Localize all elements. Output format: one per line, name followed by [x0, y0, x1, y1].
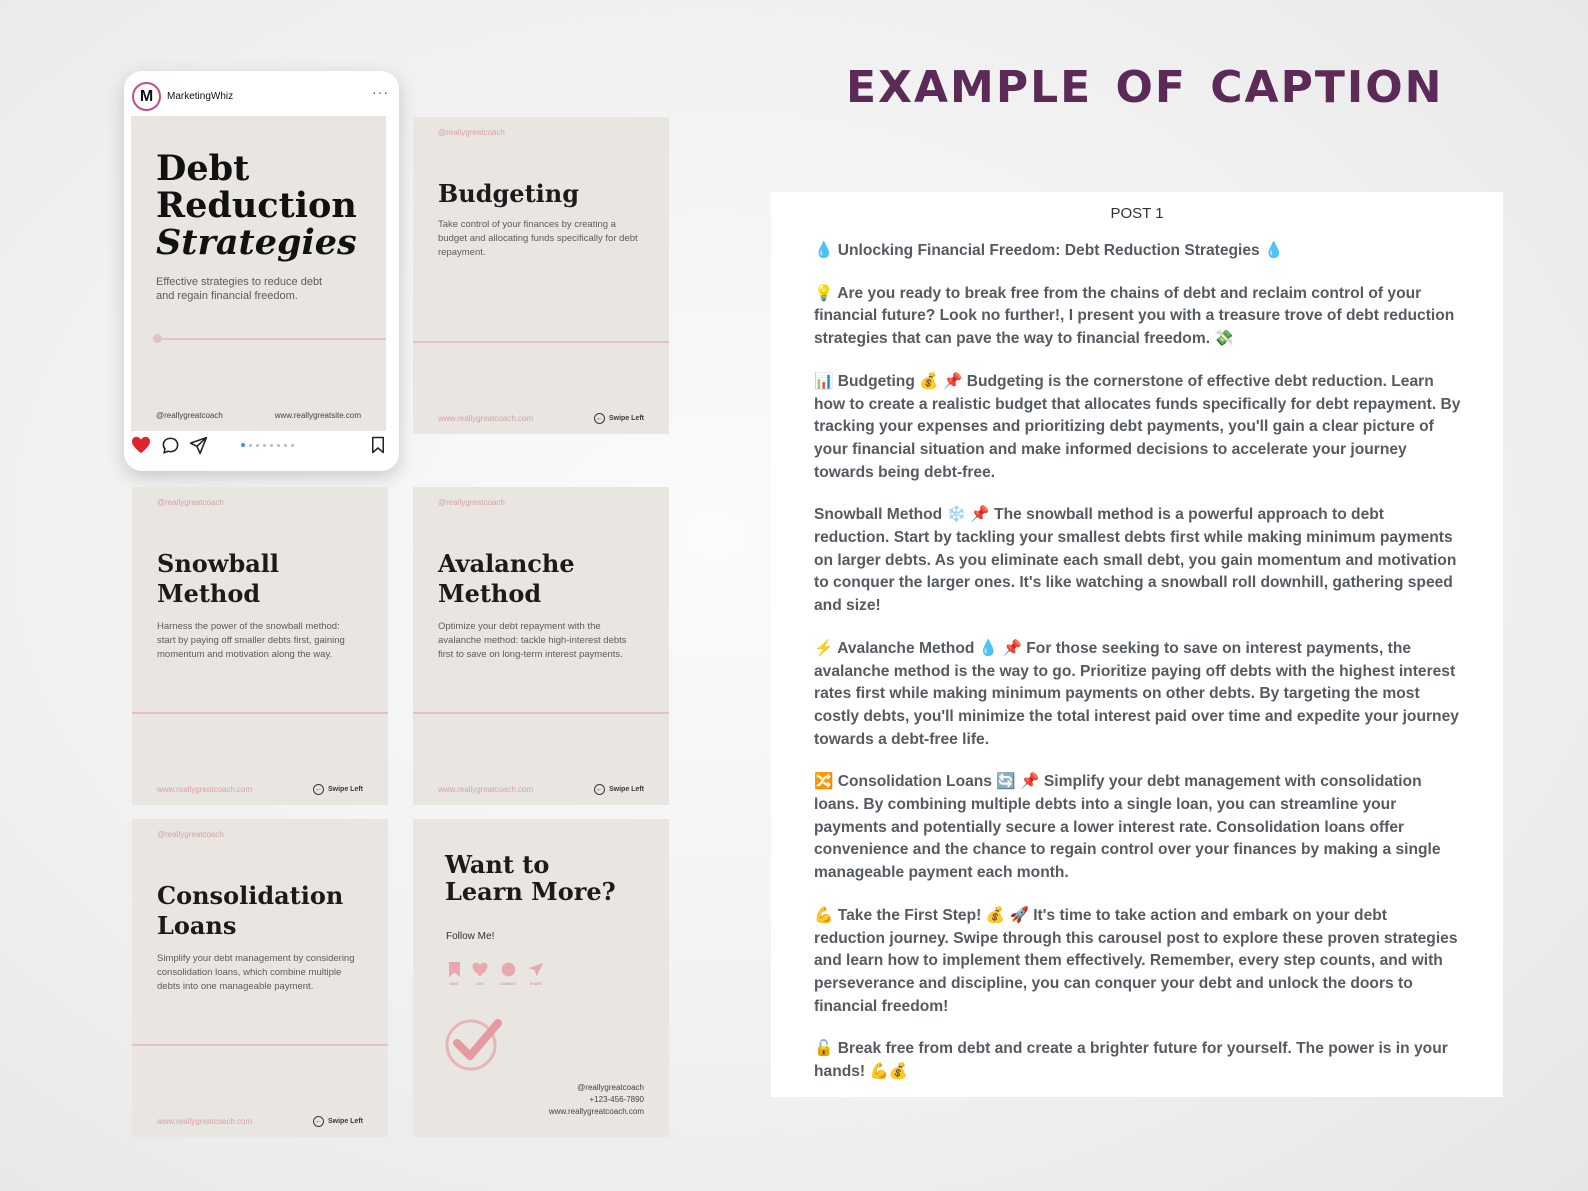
caption-body: Are you ready to break free from the chains of debt and reclaim control of your financial future? Look no further!, I present you with a treasure trove of debt reduction strategies that can pave the way to financial freedom. [814, 284, 1455, 348]
post-label: POST 1 [1110, 205, 1164, 222]
refresh-icon: 🔄 [996, 773, 1016, 791]
swipe-label: Swipe Left [608, 415, 644, 422]
slide-handle: @reallygreatcoach [157, 498, 224, 507]
caption-heading: Snowball Method [814, 506, 943, 524]
slide-title-line: Avalanche [438, 549, 575, 578]
slide-title [157, 881, 343, 941]
budgeting-slide [413, 117, 669, 434]
arrow-left-icon: ← [314, 786, 322, 793]
divider [132, 712, 388, 714]
slide-description: Take control of your finances by creating a budget and allocating funds specifically for debt repayment. [438, 219, 638, 258]
cover-description: Effective strategies to reduce debt and regain financial freedom. [156, 276, 323, 302]
carousel-dot [270, 444, 273, 447]
contact-site[interactable]: www.reallygreatcoach.com [548, 1107, 644, 1116]
slide-title [157, 549, 279, 609]
flexed-arm-icon: 💪 [869, 1063, 889, 1081]
bookmark-icon[interactable] [370, 436, 386, 454]
caption-paragraph [814, 371, 1462, 485]
cover-title-line: Debt [156, 148, 250, 189]
swipe-left-hint[interactable] [313, 784, 363, 795]
fire-icon: 💧 [814, 242, 834, 259]
slide-title-line: Method [438, 579, 542, 608]
caption-title: Unlocking Financial Freedom: Debt Reduction Strategies [837, 242, 1260, 259]
flexed-arm-icon: 💪 [814, 906, 834, 924]
caption-heading: Consolidation Loans [837, 773, 992, 791]
money-bag-icon: 💰 [888, 1063, 909, 1081]
fire-icon: 💧 [978, 639, 999, 657]
divider [413, 341, 669, 343]
unlock-icon: 🔓 [814, 1040, 834, 1058]
cover-title [156, 150, 357, 261]
slide-site: www.reallygreatcoach.com [157, 785, 253, 794]
caption-paragraph [814, 504, 1462, 618]
progress-dot [153, 334, 162, 343]
caption-paragraph [814, 1038, 1462, 1083]
carousel-indicator [241, 443, 294, 447]
like-action[interactable] [471, 962, 489, 986]
rocket-icon: 🚀 [1009, 906, 1029, 924]
slide-handle: @reallygreatcoach [438, 128, 505, 137]
comment-icon[interactable] [161, 436, 180, 455]
fire-icon: 💧 [1264, 242, 1284, 259]
username[interactable]: MarketingWhiz [167, 91, 234, 102]
slide-title [438, 549, 575, 609]
post-actions [131, 435, 386, 457]
contact-phone: +123-456-7890 [589, 1095, 644, 1104]
comment-icon [500, 962, 517, 977]
pushpin-icon: 📌 [1002, 639, 1022, 657]
divider [132, 1044, 388, 1046]
caption-body: It's time to take action and embark on your debt reduction journey. Swipe through this carousel post to explore these proven strategies and learn how to implement them effectively. Remember, every step counts, and with perseverance and discipline, you can conquer your debt and unlock the doors to financial freedom! [814, 906, 1458, 1015]
heart-icon[interactable] [131, 436, 151, 454]
pushpin-icon: 📌 [1020, 773, 1040, 791]
lightbulb-icon: 💡 [814, 284, 834, 302]
avalanche-slide [413, 487, 669, 805]
caption-paragraph [814, 283, 1462, 351]
caption-body: The snowball method is a powerful approach to debt reduction. Start by tackling your smallest debts first while making minimum payments on larger debts. As you eliminate each small debt, you gain momentum and motivation to conquer the larger ones. It's like watching a snowball roll downhill, gathering speed and size! [814, 506, 1457, 615]
share-icon [528, 962, 544, 977]
carousel-dot [291, 444, 294, 447]
caption-paragraph [814, 771, 1462, 885]
icon-label: LIKE [476, 982, 484, 986]
lightning-icon: ⚡ [814, 639, 834, 657]
contact-handle: @reallygreatcoach [577, 1083, 644, 1092]
swipe-label: Swipe Left [327, 1118, 363, 1125]
slide-title: Budgeting [438, 179, 579, 208]
caption-heading: Take the First Step! [837, 906, 982, 924]
snowflake-icon: ❄️ [946, 506, 966, 524]
icon-label: COMMENT [498, 982, 518, 986]
snowball-slide [132, 487, 388, 805]
consolidation-slide [132, 819, 388, 1137]
caption-paragraph [814, 240, 1462, 263]
avatar[interactable]: M [132, 82, 161, 111]
learn-more-slide [413, 819, 669, 1137]
caption-heading: Avalanche Method [837, 639, 975, 657]
slide-handle: @reallygreatcoach [438, 498, 505, 507]
pushpin-icon: 📌 [942, 372, 963, 390]
arrow-left-icon: ← [314, 1118, 322, 1125]
money-bag-icon: 💰 [985, 906, 1006, 924]
carousel-dot [263, 444, 266, 447]
slide-title-line: Learn More? [445, 877, 616, 906]
caption-body: Break free from debt and create a brighter future for yourself. The power is in your hands! [814, 1040, 1448, 1081]
comment-action[interactable] [497, 962, 519, 986]
cover-handle: @reallygreatcoach [156, 411, 223, 420]
slide-site: www.reallygreatcoach.com [438, 414, 534, 423]
slide-site: www.reallygreatcoach.com [157, 1117, 253, 1126]
heart-icon [471, 962, 489, 977]
divider [156, 338, 386, 340]
caption-body: Budgeting is the cornerstone of effective debt reduction. Learn how to create a realistic budget that allocates funds specifically for debt repayment. By tracking your expenses and prioritizing debt payments, you'll gain a clear picture of your financial situation and make informed decisions to accelerate your journey towards being debt-free. [814, 372, 1461, 481]
cover-title-line: Strategies [156, 222, 357, 263]
shuffle-icon: 🔀 [814, 773, 834, 791]
pushpin-icon: 📌 [970, 506, 990, 524]
slide-title-line: Loans [157, 911, 237, 940]
caption-panel [771, 192, 1503, 1097]
slide-title-line: Consolidation [157, 881, 344, 910]
arrow-left-icon: ← [595, 415, 603, 422]
caption-heading: Budgeting [837, 372, 915, 390]
instagram-post-card [124, 71, 399, 471]
swipe-left-hint[interactable] [594, 784, 644, 795]
share-action[interactable] [527, 962, 545, 986]
caption-text [814, 240, 1462, 1104]
engagement-icons [445, 962, 545, 986]
icon-label: SAVE [449, 982, 459, 986]
caption-body: Simplify your debt management with consolidation loans. By combining multiple debts into a single loan, you can streamline your payments and potentially secure a lower interest rate. Consolidation loans offer convenience and the chance to regain control over your finances by making a single manageable payment each month. [814, 773, 1441, 882]
swipe-label: Swipe Left [327, 786, 363, 793]
slide-title-line: Method [157, 579, 261, 608]
share-icon[interactable] [189, 436, 208, 455]
carousel-dot-active [241, 443, 245, 447]
slide-title-line: Snowball [157, 549, 280, 578]
caption-paragraph [814, 638, 1462, 752]
carousel-dot [249, 444, 252, 447]
caption-body: For those seeking to save on interest payments, the avalanche method is the way to go. Prioritize paying off debts with the highest interest rates first while making minimum payments on other debts. By targeting the most costly debts, you'll minimize the total interest paid over time and expedite your journey towards a debt-free life. [814, 639, 1459, 748]
carousel-dot [277, 444, 280, 447]
contact-info [549, 1082, 644, 1118]
page-heading: EXAMPLE OF CAPTION [846, 62, 1444, 113]
cover-site: www.reallygreatsite.com [274, 411, 361, 420]
swipe-left-hint[interactable] [594, 413, 644, 424]
slide-description: Harness the power of the snowball method: start by paying off smaller debts first, gaining momentum and motivation along the way. [157, 621, 345, 660]
carousel-dot [284, 444, 287, 447]
chart-icon: 📊 [814, 372, 834, 390]
save-action[interactable] [445, 962, 463, 986]
slide-description: Simplify your debt management by considering consolidation loans, which combine multiple debts into one manageable payment. [157, 953, 355, 992]
slide-handle: @reallygreatcoach [157, 830, 224, 839]
follow-text: Follow Me! [446, 931, 495, 942]
checkmark-icon [443, 1015, 505, 1071]
slide-title [445, 851, 616, 905]
cover-title-line: Reduction [156, 185, 357, 226]
more-options-icon[interactable]: ··· [372, 84, 389, 100]
caption-paragraph [814, 905, 1462, 1019]
bookmark-icon [449, 962, 460, 977]
slide-description: Optimize your debt repayment with the avalanche method: tackle high-interest debts first to save on long-term interest payments. [438, 621, 627, 660]
divider [413, 712, 669, 714]
cover-slide [131, 116, 386, 431]
money-wings-icon: 💸 [1214, 330, 1234, 348]
carousel-dot [256, 444, 259, 447]
arrow-left-icon: ← [595, 786, 603, 793]
slide-title-line: Want to [445, 850, 550, 879]
icon-label: SHARE [529, 982, 543, 986]
swipe-left-hint[interactable] [313, 1116, 363, 1127]
swipe-label: Swipe Left [608, 786, 644, 793]
slide-site: www.reallygreatcoach.com [438, 785, 534, 794]
money-bag-icon: 💰 [919, 372, 939, 390]
